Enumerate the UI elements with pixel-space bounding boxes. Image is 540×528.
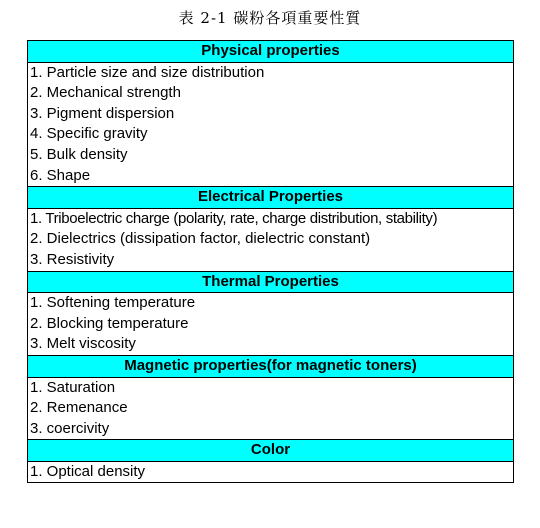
property-item: 4. Specific gravity bbox=[28, 124, 514, 145]
section-header-row bbox=[28, 41, 514, 63]
property-item: 2. Dielectrics (dissipation factor, dielectric constant) bbox=[28, 229, 514, 250]
property-item: 1. Optical density bbox=[28, 461, 514, 483]
properties-table bbox=[27, 40, 514, 483]
table-row bbox=[28, 250, 514, 271]
property-item: 1. Triboelectric charge (polarity, rate, charge distribution, stability) bbox=[28, 208, 514, 229]
table-row bbox=[28, 104, 514, 125]
property-item: 2. Blocking temperature bbox=[28, 314, 514, 335]
section-header-electrical: Electrical Properties bbox=[28, 187, 514, 209]
property-item: 3. coercivity bbox=[28, 419, 514, 440]
property-item: 3. Resistivity bbox=[28, 250, 514, 271]
table-row bbox=[28, 145, 514, 166]
section-header-row bbox=[28, 440, 514, 462]
property-item: 3. Pigment dispersion bbox=[28, 104, 514, 125]
table-row bbox=[28, 461, 514, 483]
section-header-thermal: Thermal Properties bbox=[28, 271, 514, 293]
table-row bbox=[28, 208, 514, 229]
property-item: 2. Remenance bbox=[28, 398, 514, 419]
table-row bbox=[28, 229, 514, 250]
property-item: 1. Saturation bbox=[28, 377, 514, 398]
table-caption: 表 2-1 碳粉各項重要性質 bbox=[178, 9, 362, 27]
section-header-color: Color bbox=[28, 440, 514, 462]
table-row bbox=[28, 398, 514, 419]
table-row bbox=[28, 166, 514, 187]
property-item: 5. Bulk density bbox=[28, 145, 514, 166]
section-header-row bbox=[28, 187, 514, 209]
property-item: 6. Shape bbox=[28, 166, 514, 187]
section-header-row bbox=[28, 355, 514, 377]
section-header-row bbox=[28, 271, 514, 293]
section-header-physical: Physical properties bbox=[28, 41, 514, 63]
property-item: 1. Particle size and size distribution bbox=[28, 62, 514, 83]
property-item: 2. Mechanical strength bbox=[28, 83, 514, 104]
table-row bbox=[28, 62, 514, 83]
table-row bbox=[28, 83, 514, 104]
property-item: 1. Softening temperature bbox=[28, 293, 514, 314]
table-row bbox=[28, 124, 514, 145]
table-row bbox=[28, 377, 514, 398]
table-row bbox=[28, 293, 514, 314]
table-row bbox=[28, 419, 514, 440]
table-row bbox=[28, 334, 514, 355]
table-row bbox=[28, 314, 514, 335]
section-header-magnetic: Magnetic properties(for magnetic toners) bbox=[28, 355, 514, 377]
property-item: 3. Melt viscosity bbox=[28, 334, 514, 355]
